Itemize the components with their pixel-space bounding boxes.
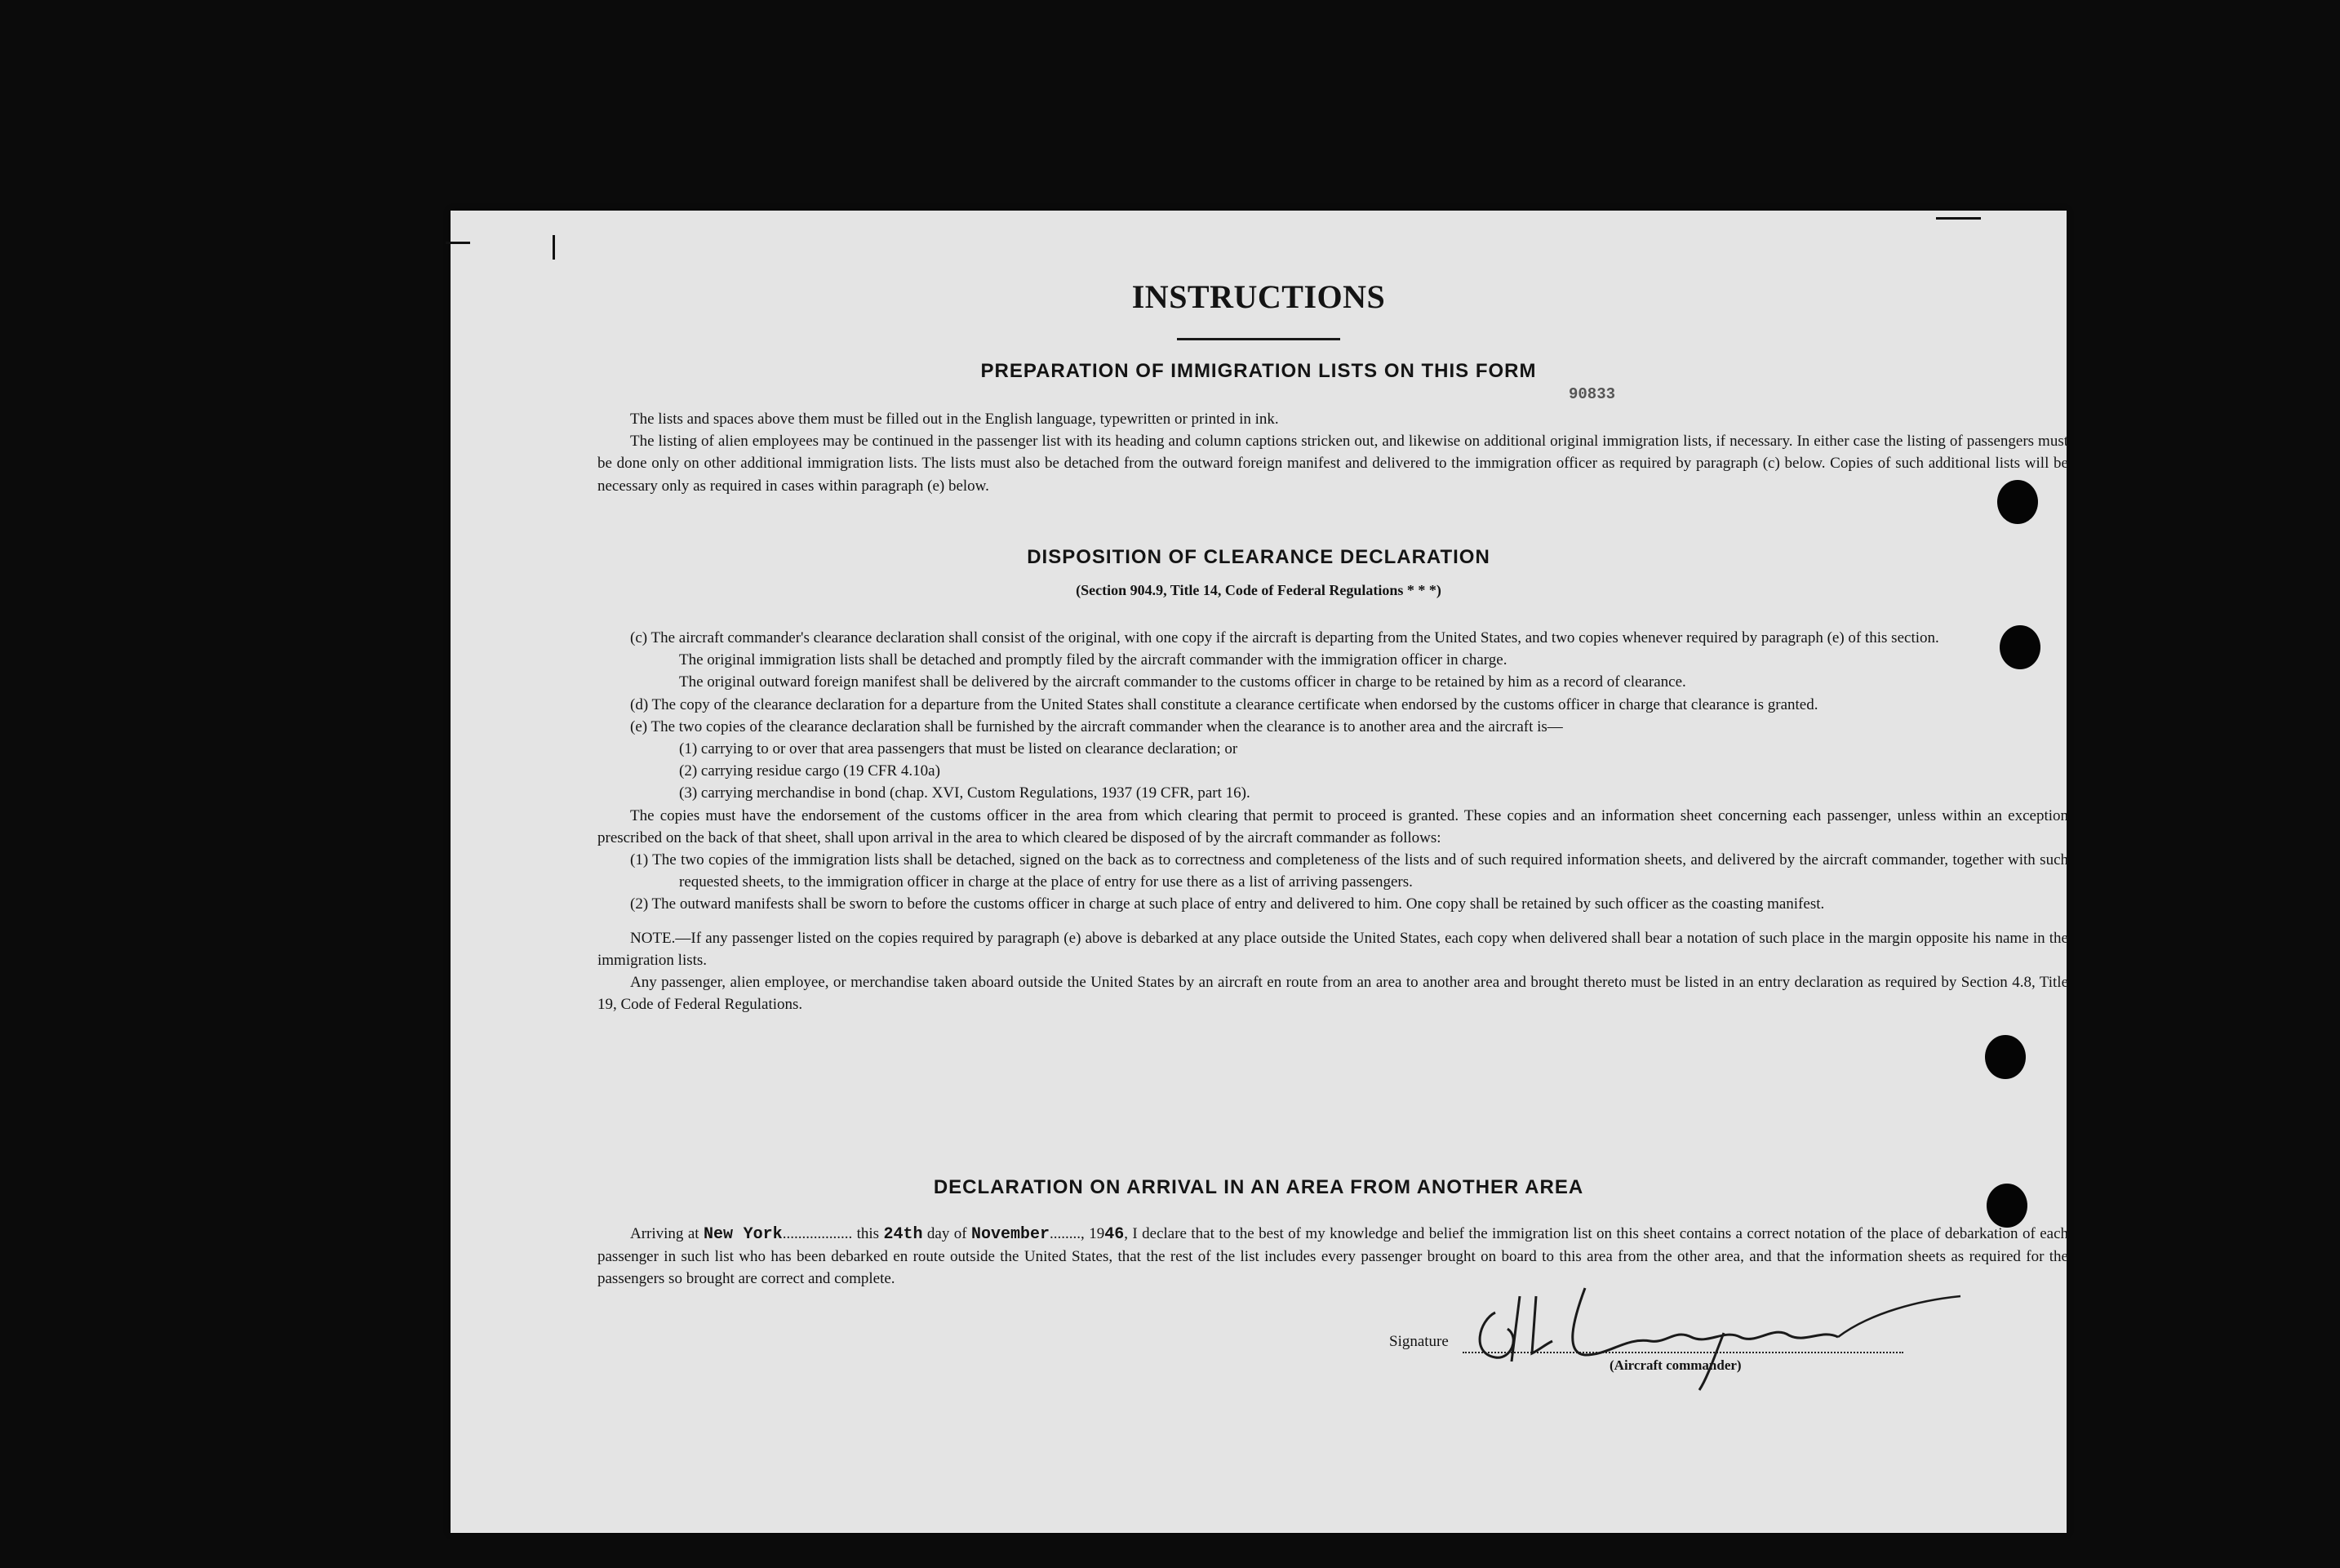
this-label: this (856, 1225, 880, 1242)
declaration-body: , I declare that to the best of my knowledge and belief the immigration list on this sheet contains a correct notation of the place of debarkation of each passenger in such list who has been debarked en route outside the United States, that the rest of the list includes every passenger brought on board to this area from the other area, and that the information sheets as required for the passengers so brought are correct and complete. (597, 1225, 2069, 1288)
paragraph: The listing of alien employees may be continued in the passenger list with its heading and column captions stricken out, and likewise on additional original immigration lists, if necessary. In either case the listing of passengers must be done only on other additional immigration lists. The lists must also be detached from the outward foreign manifest and delivered to the immigration officer as required by paragraph (c) below. Copies of such additional lists will be necessary only as required in cases within paragraph (e) below. (597, 433, 2068, 495)
section-heading-disposition: DISPOSITION OF CLEARANCE DECLARATION (1027, 546, 1490, 568)
year-prefix: 19 (1089, 1225, 1105, 1242)
port-value: New York (704, 1225, 783, 1244)
scan-mark (446, 242, 470, 244)
paragraph-dispose-1: (1) The two copies of the immigration lists shall be detached, signed on the back as to correctness and completeness of the lists and of such required information sheets, and delivered by the aircraft commander, together with such requested sheets, to the immigration officer in charge at the place of entry for use there as a list of arriving passengers. (630, 851, 2068, 891)
paragraph-c-immigration: The original immigration lists shall be detached and promptly filed by the aircraft commander with the immigration officer in charge. (679, 651, 1507, 669)
title-underline (1177, 338, 1340, 340)
paragraph: The lists and spaces above them must be filled out in the English language, typewritten or printed in ink. (630, 411, 1279, 428)
paragraph-d: (d) The copy of the clearance declaration for a departure from the United States shall constitute a clearance certificate when endorsed by the customs officer in charge that clearance is granted. (630, 695, 1818, 713)
paragraph-e-3: (3) carrying merchandise in bond (chap. XVI, Custom Regulations, 1937 (19 CFR, part 16). (679, 784, 1250, 802)
section-subheading: (Section 904.9, Title 14, Code of Federal Regulations * * *) (1076, 582, 1441, 598)
paragraph-e-1: (1) carrying to or over that area passengers that must be listed on clearance declaration; or (679, 740, 1238, 758)
paragraph-dispose-2: (2) The outward manifests shall be sworn to before the customs officer in charge at such place of entry and delivered to him. One copy shall be retained by such officer as the coasting manifest. (630, 895, 1825, 913)
year-value: 46 (1104, 1225, 1125, 1244)
handwritten-signature (1463, 1264, 1969, 1394)
section-heading-preparation: PREPARATION OF IMMIGRATION LISTS ON THIS FORM (980, 360, 1537, 382)
paragraph-c-manifest: The original outward foreign manifest shall be delivered by the aircraft commander to the customs officer in charge to be retained by him as a record of clearance. (679, 673, 1686, 691)
month-value: November (971, 1225, 1050, 1244)
document-page (451, 211, 2067, 1533)
punch-hole (1985, 1035, 2026, 1079)
disposition-text (597, 627, 2068, 1015)
paragraph-copies: The copies must have the endorsement of the customs officer in the area from which clearing that permit to proceed is granted. These copies and an information sheet concerning each passenger, unless within an exception prescribed on the back of that sheet, shall upon arrival in the area to which cleared be disposed of by the aircraft commander as follows: (597, 806, 2068, 846)
page-title: INSTRUCTIONS (1131, 278, 1386, 315)
paragraph-note: NOTE.—If any passenger listed on the copies required by paragraph (e) above is debarked at any place outside the United States, each copy when delivered shall bear a notation of such place in the margin opposite his name in the immigration lists. (597, 929, 2068, 969)
signature-label: Signature (1389, 1333, 1449, 1350)
declaration-paragraph: Arriving at New York.................. this 24th day of November........, 1946, I declare that to the best of my knowledge and belief the immigration list on this sheet contains a correct notation of the place of debarkation of each passenger in such list who has been debarked en route outside the United States, that the rest of the list includes every passenger brought on board to this area from the other area, and that the information sheets as required for the passengers so brought are correct and complete. (597, 1225, 2069, 1288)
paragraph-e-2: (2) carrying residue cargo (19 CFR 4.10a) (679, 762, 940, 780)
section-heading-declaration: DECLARATION ON ARRIVAL IN AN AREA FROM ANOTHER AREA (933, 1176, 1584, 1198)
stamp-number: 90833 (1569, 385, 1616, 403)
signature-caption: (Aircraft commander) (1610, 1357, 1742, 1373)
preparation-text (597, 408, 2068, 497)
day-of-label: day of (926, 1225, 967, 1242)
day-value: 24th (883, 1225, 923, 1244)
arriving-at-label: Arriving at (630, 1225, 699, 1242)
scan-mark (553, 235, 555, 260)
scan-mark (1936, 217, 1981, 220)
paragraph-c: (c) The aircraft commander's clearance declaration shall consist of the original, with one copy if the aircraft is departing from the United States, and two copies whenever required by paragraph (e) of this section. (630, 629, 1939, 646)
paragraph-e: (e) The two copies of the clearance declaration shall be furnished by the aircraft commander when the clearance is to another area and the aircraft is— (630, 717, 1563, 735)
paragraph-any: Any passenger, alien employee, or merchandise taken aboard outside the United States by an aircraft en route from an area to another area and brought thereto must be listed in an entry declaration as required by Section 4.8, Title 19, Code of Federal Regulations. (597, 974, 2068, 1014)
